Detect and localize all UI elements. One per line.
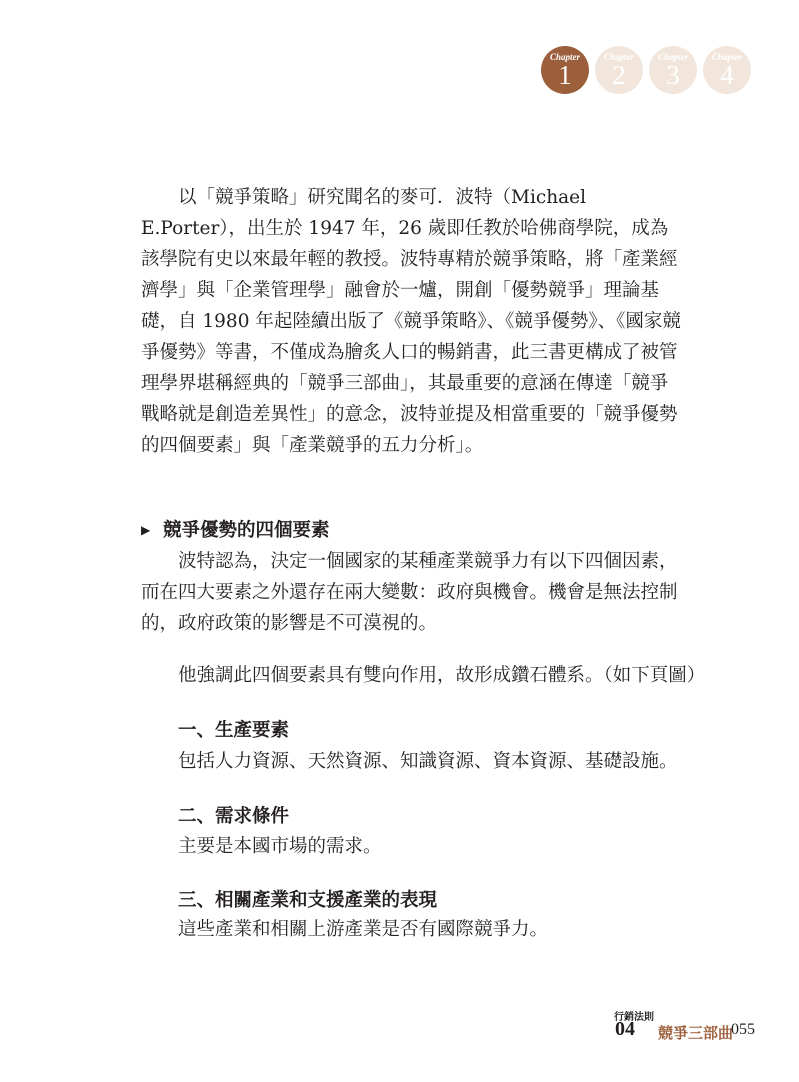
- chapter-number: 1: [558, 60, 572, 90]
- chapter-label: Chapter: [711, 52, 742, 62]
- factor-heading-3: 三、相關產業和支援產業的表現: [178, 890, 438, 911]
- chapter-label: Chapter: [603, 52, 634, 62]
- footer-chapter-title: 競爭三部曲: [658, 1024, 734, 1042]
- section-paragraph-1-text: 波特認為，決定一個國家的某種產業競爭力有以下四個因素，而在四大要素之外還存在兩大變數：政府與機會。機會是無法控制的，政府政策的影響是不可漠視的。: [141, 551, 678, 634]
- factor-body-2: 主要是本國市場的需求。: [178, 836, 382, 857]
- chapter-nav: [541, 46, 761, 96]
- intro-paragraph-text: 以「競爭策略」研究聞名的麥可．波特（Michael E.Porter），出生於 1947 年，26 歲即任教於哈佛商學院，成為該學院有史以來最年輕的教授。波特專精於競爭策略，將「產業經濟學」與「企業管理學」融會於一爐，開創「優勢競爭」理論基礎，自 1980 年起陸續出版了《競爭策略》、《競爭優勢》、《國家競爭優勢》等書，不僅成為膾炙人口的暢銷書，此三書更構成了被管理學界堪稱經典的「競爭三部曲」，其最重要的意涵在傳達「競爭戰略就是創造差異性」的意念，波特並提及相當重要的「競爭優勢的四個要素」與「產業競爭的五力分析」。: [141, 187, 681, 456]
- triangle-marker-icon: ▶: [141, 523, 151, 537]
- factor-body-1: 包括人力資源、天然資源、知識資源、資本資源、基礎設施。: [178, 751, 678, 772]
- factor-heading-2: 二、需求條件: [178, 806, 290, 827]
- chapter-tab-2[interactable]: [595, 46, 643, 94]
- chapter-label: Chapter: [549, 52, 580, 62]
- footer-series: 行銷法則: [614, 1012, 654, 1023]
- factor-heading-1: 一、生產要素: [178, 720, 290, 741]
- intro-paragraph: [141, 182, 681, 461]
- chapter-number: 3: [666, 60, 680, 90]
- page-number: 055: [731, 1021, 755, 1038]
- chapter-tab-1[interactable]: [541, 46, 589, 94]
- chapter-tab-3[interactable]: [649, 46, 697, 94]
- page-footer: [590, 1008, 770, 1048]
- section-heading-text: 競爭優勢的四個要素: [163, 520, 330, 541]
- chapter-label: Chapter: [657, 52, 688, 62]
- chapter-number: 2: [612, 60, 626, 90]
- section-paragraph-1: [141, 546, 681, 639]
- factor-body-3: 這些產業和相關上游產業是否有國際競爭力。: [178, 919, 549, 940]
- chapter-number: 4: [720, 60, 734, 90]
- section-heading: [141, 518, 330, 543]
- section-paragraph-2: 他強調此四個要素具有雙向作用，故形成鑽石體系。（如下頁圖）: [178, 665, 706, 686]
- footer-chapter-number: 04: [615, 1018, 635, 1040]
- chapter-tab-4[interactable]: [703, 46, 751, 94]
